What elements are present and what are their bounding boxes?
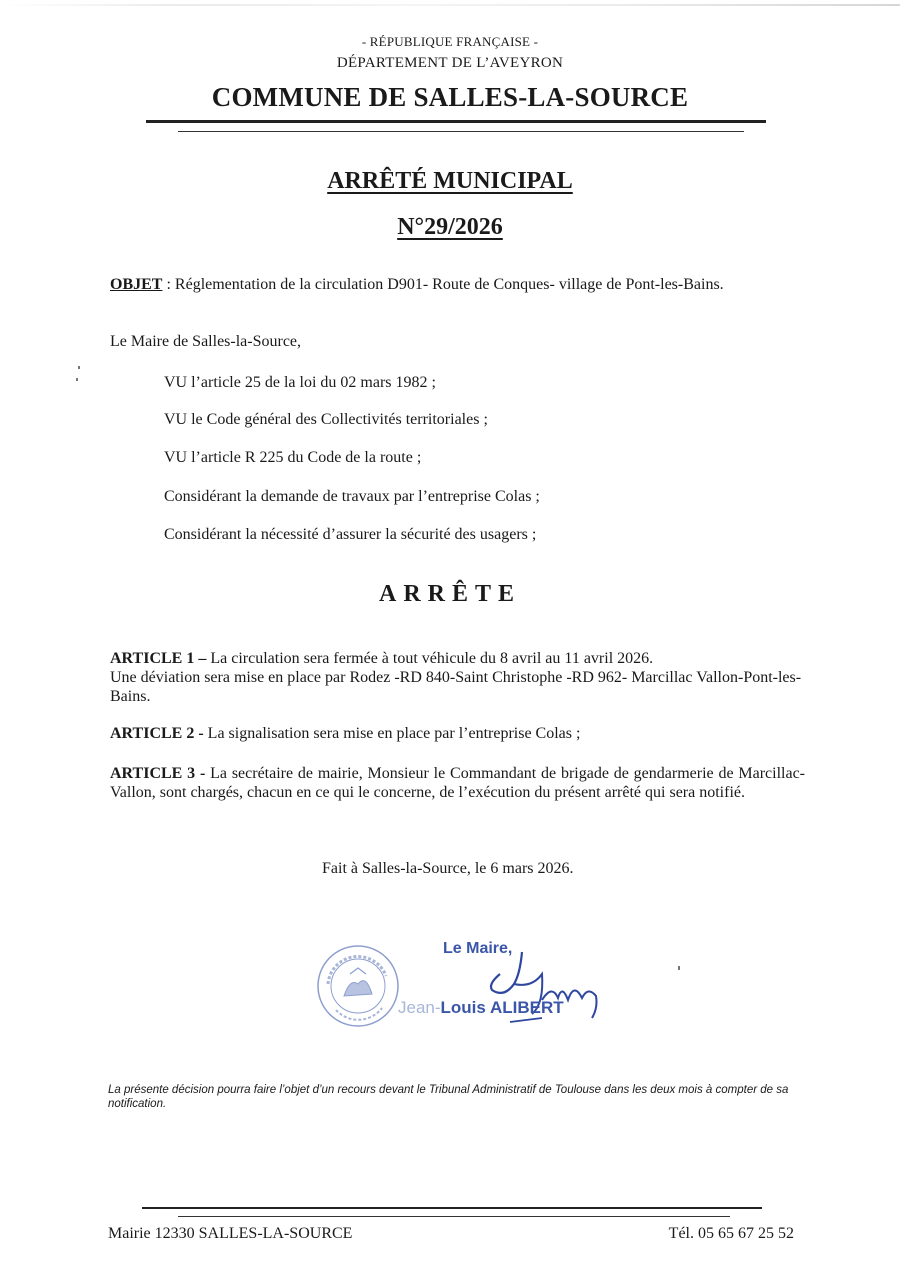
- article-extra: Une déviation sera mise en place par Rodez -RD 840-Saint Christophe -RD 962- Marcillac Vallon-Pont-les-Bains.: [110, 669, 802, 705]
- arrete-number: N°29/2026: [397, 214, 503, 240]
- article-label: ARTICLE 3 -: [110, 765, 206, 782]
- header-rule-thick: [146, 120, 766, 123]
- visa-item: VU l’article 25 de la loi du 02 mars 1982 ;: [164, 374, 436, 391]
- footer-phone: Tél. 05 65 67 25 52: [668, 1225, 794, 1242]
- article-label: ARTICLE 2 -: [110, 725, 204, 742]
- scan-speck: [78, 366, 80, 369]
- visa-item: Considérant la nécessité d’assurer la sécurité des usagers ;: [164, 526, 537, 543]
- footer-rule-thick: [142, 1207, 762, 1209]
- footer-rule-thin: [178, 1216, 730, 1217]
- article-2: [110, 724, 805, 743]
- commune-title: COMMUNE DE SALLES-LA-SOURCE: [211, 82, 689, 112]
- footer-address: Mairie 12330 SALLES-LA-SOURCE: [108, 1225, 353, 1242]
- scan-speck: [678, 966, 680, 970]
- objet-line: [110, 275, 724, 294]
- header-rule-thin: [178, 131, 744, 132]
- objet-text: : Réglementation de la circulation D901- Route de Conques- village de Pont-les-Bains.: [162, 276, 724, 293]
- article-3: [110, 764, 805, 802]
- article-text: La circulation sera fermée à tout véhicule du 8 avril au 11 avril 2026.: [206, 650, 654, 667]
- departement-line: DÉPARTEMENT DE L’AVEYRON: [336, 55, 564, 71]
- document-title: ARRÊTÉ MUNICIPAL: [327, 168, 573, 194]
- scan-edge-artifact: [0, 4, 900, 6]
- signatory-name: Jean-Louis ALIBERT: [398, 998, 564, 1017]
- objet-label: OBJET: [110, 276, 163, 293]
- signature-title: Le Maire,: [443, 940, 513, 957]
- visa-item: VU le Code général des Collectivités territoriales ;: [164, 411, 488, 428]
- article-1: [110, 649, 805, 706]
- scan-speck: [76, 378, 78, 381]
- mairie-stamp-seal: [316, 944, 400, 1028]
- article-text: La signalisation sera mise en place par l’entreprise Colas ;: [203, 725, 581, 742]
- visa-item: VU l’article R 225 du Code de la route ;: [164, 449, 422, 466]
- decision-heading: ARRÊTE: [378, 581, 522, 607]
- fait-line: Fait à Salles-la-Source, le 6 mars 2026.: [322, 860, 574, 877]
- appeal-notice: La présente décision pourra faire l’objet d’un recours devant le Tribunal Administratif de Toulouse dans les deux mois à compter de sa notification.: [108, 1084, 789, 1110]
- article-text: La secrétaire de mairie, Monsieur le Commandant de brigade de gendarmerie de Marcillac-Vallon, sont chargés, chacun en ce qui le concerne, de l’exécution du présent arrêté qui sera notifié.: [110, 765, 805, 801]
- maire-line: Le Maire de Salles-la-Source,: [110, 333, 302, 350]
- republique-line: - RÉPUBLIQUE FRANÇAISE -: [361, 34, 539, 49]
- article-label: ARTICLE 1 –: [110, 650, 207, 667]
- visa-item: Considérant la demande de travaux par l’entreprise Colas ;: [164, 488, 540, 505]
